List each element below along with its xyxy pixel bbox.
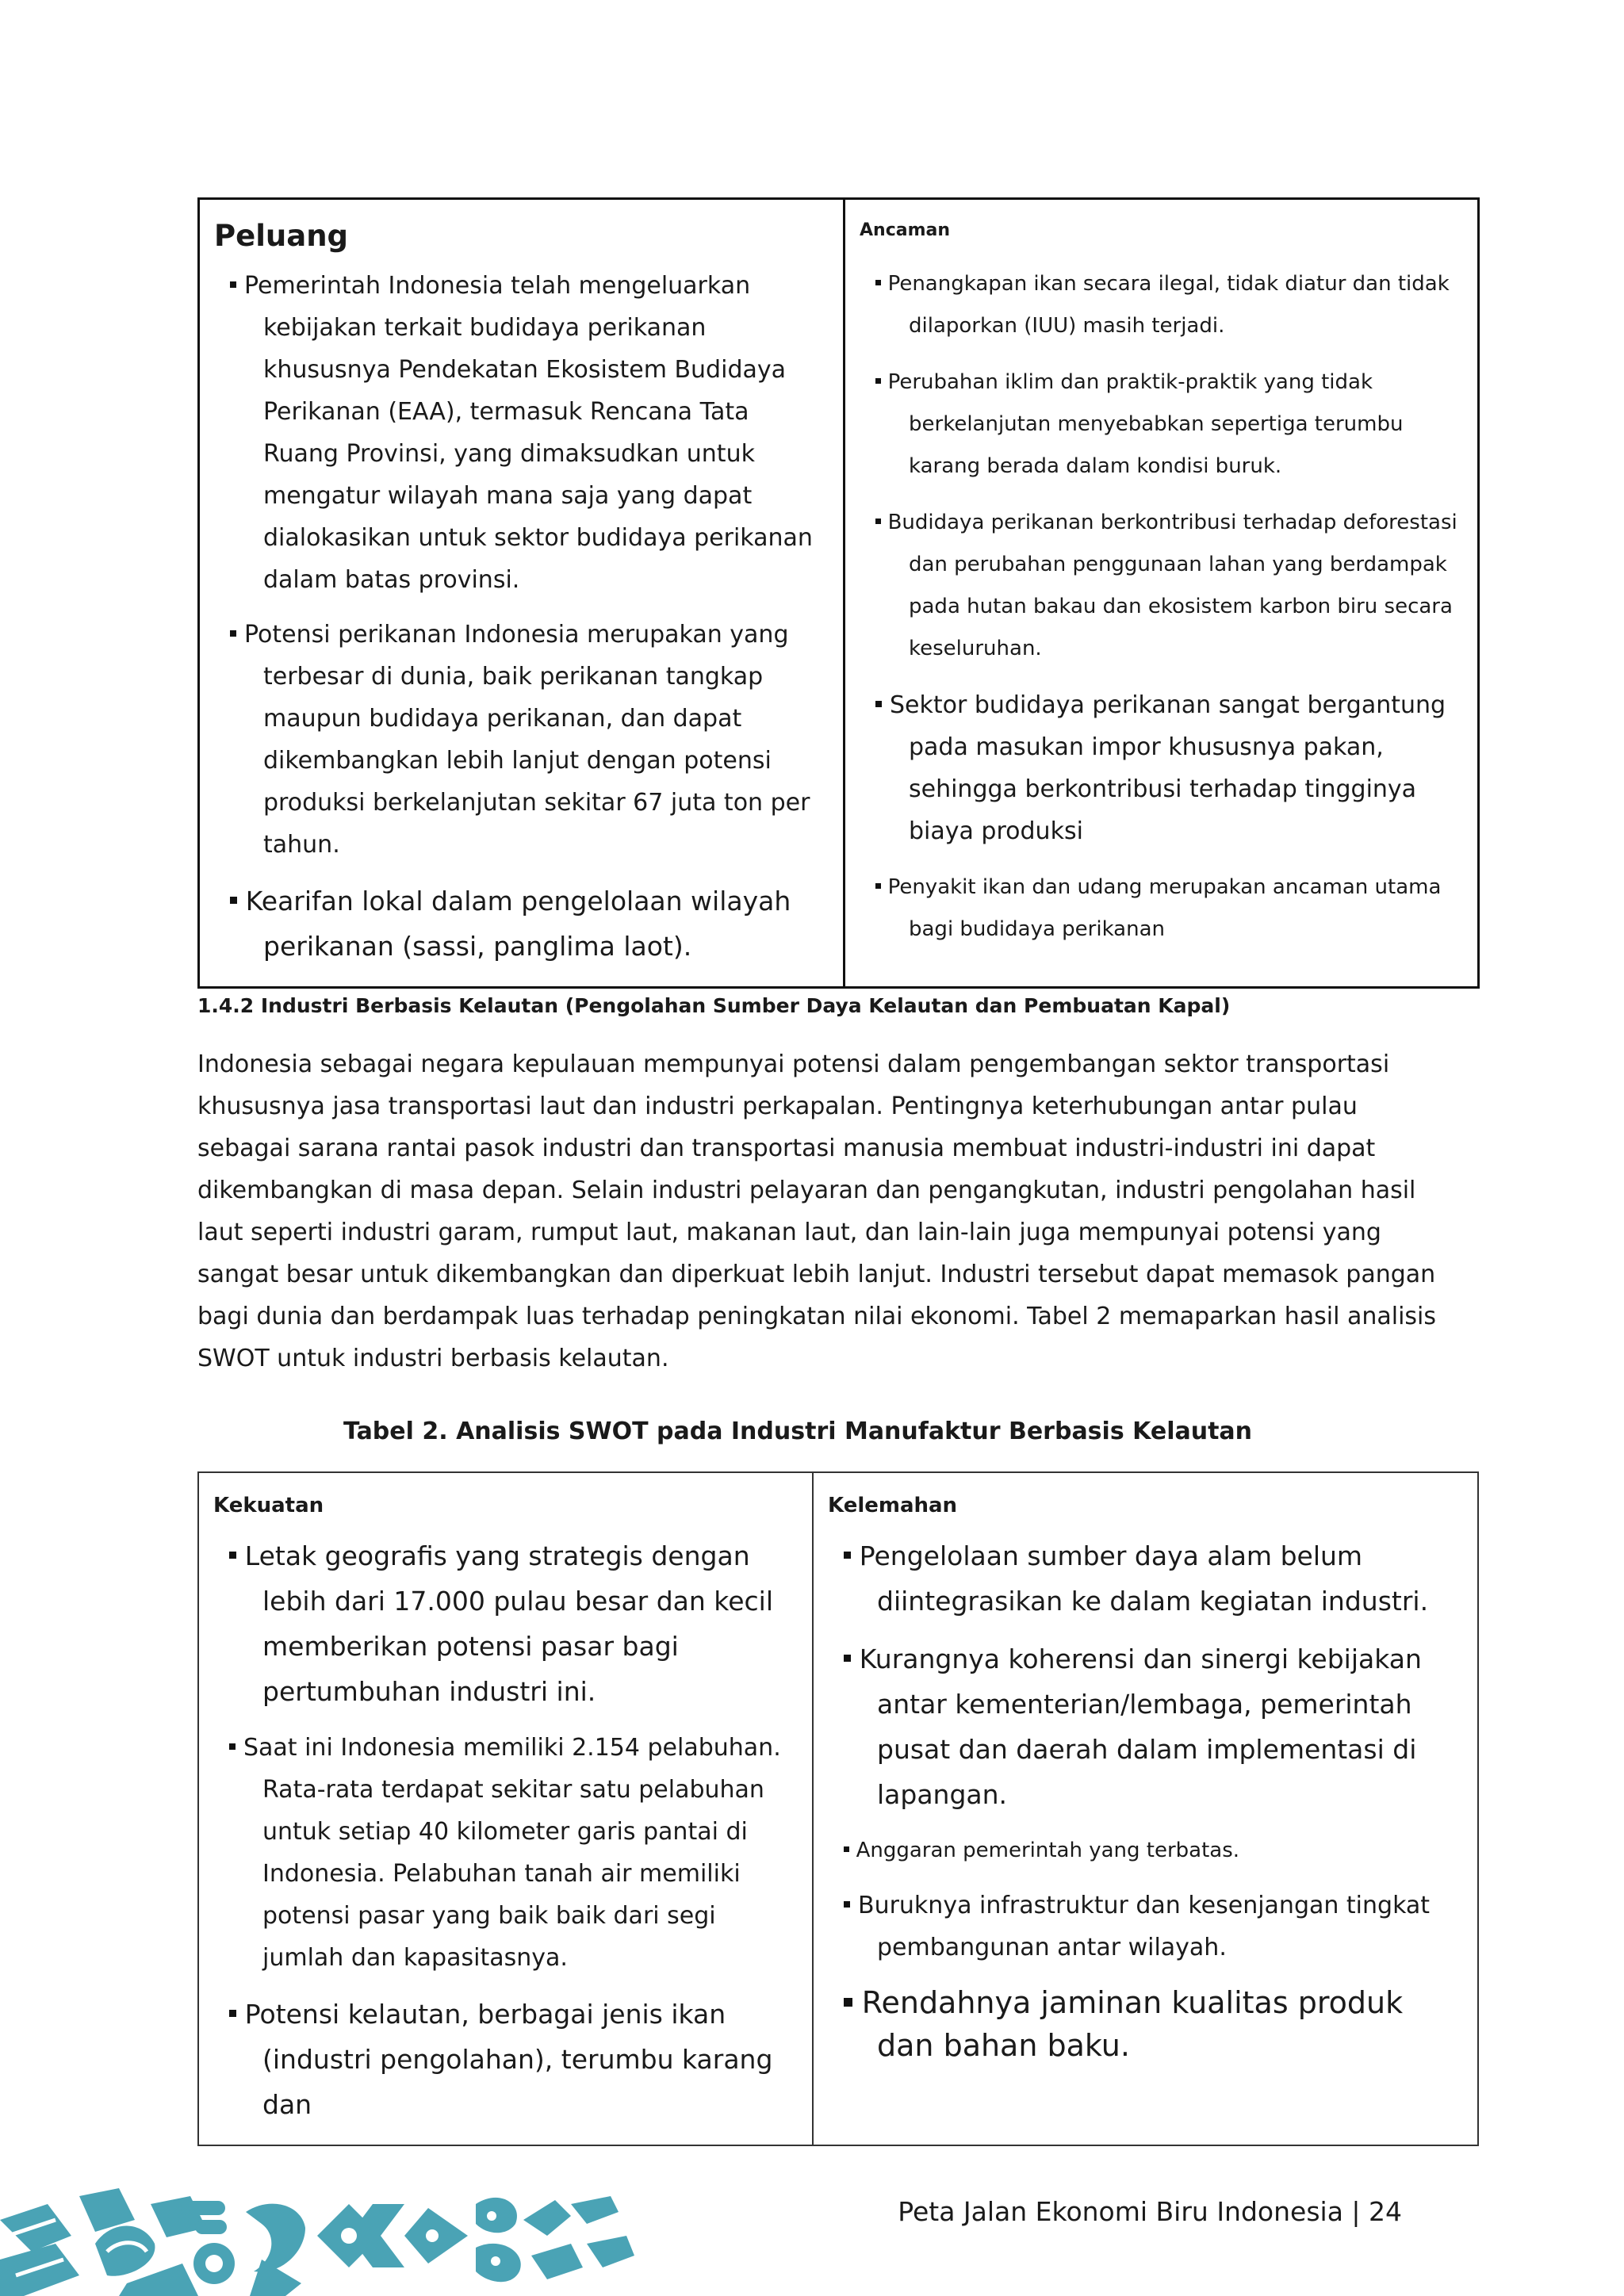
list-item: Pemerintah Indonesia telah mengeluarkan kebijakan terkait budidaya perikanan khususnya Pendekatan Ekosistem Budidaya Perikanan (EAA), termasuk Rencana Tata Ruang Provinsi, yang dimaksudkan untuk mengatur wilayah mana saja yang dapat dialokasikan untuk sektor budidaya perikanan dalam batas provinsi.	[214, 265, 829, 601]
strengths-cell	[198, 1472, 813, 2145]
threats-list	[860, 263, 1463, 951]
strengths-title: Kekuatan	[213, 1494, 324, 1517]
swot-table-strengths-weaknesses	[197, 1471, 1479, 2146]
list-item: Potensi perikanan Indonesia merupakan yang terbesar di dunia, baik perikanan tangkap maupun budidaya perikanan, dan dapat dikembangkan lebih lanjut dengan potensi produksi berkelanjutan sekitar 67 juta ton per tahun.	[214, 614, 829, 866]
table-caption: Tabel 2. Analisis SWOT pada Industri Manufaktur Berbasis Kelautan	[343, 1418, 1253, 1445]
opportunities-list	[214, 265, 829, 969]
section-paragraph: Indonesia sebagai negara kepulauan mempunyai potensi dalam pengembangan sektor transportasi khususnya jasa transportasi laut dan industri perkapalan. Pentingnya keterhubungan antar pulau sebagai sarana rantai pasok industri dan transportasi manusia membuat industri-industri ini dapat dikembangkan di masa depan. Selain industri pelayaran dan pengangkutan, industri pengolahan hasil laut seperti industri garam, rumput laut, makanan laut, dan lain-lain juga mempunyai potensi yang sangat besar untuk dikembangkan dan diperkuat lebih lanjut. Industri tersebut dapat memasok pangan bagi dunia dan berdampak luas terhadap peningkatan nilai ekonomi. Tabel 2 memaparkan hasil analisis SWOT untuk industri berbasis kelautan.	[197, 1050, 1436, 1372]
list-item: Kearifan lokal dalam pengelolaan wilayah perikanan (sassi, panglima laot).	[214, 878, 829, 969]
weaknesses-cell	[813, 1472, 1478, 2145]
list-item: Sektor budidaya perikanan sangat bergantung pada masukan impor khususnya pakan, sehingga berkontribusi terhadap tingginya biaya produksi	[860, 684, 1463, 852]
strengths-list	[213, 1533, 798, 2127]
list-item: Buruknya infrastruktur dan kesenjangan tingkat pembangunan antar wilayah.	[828, 1885, 1463, 1969]
list-item: Pengelolaan sumber daya alam belum diintegrasikan ke dalam kegiatan industri.	[828, 1533, 1463, 1624]
list-item: Perubahan iklim dan praktik-praktik yang tidak berkelanjutan menyebabkan sepertiga terumbu karang berada dalam kondisi buruk.	[860, 362, 1463, 488]
list-item: Kurangnya koherensi dan sinergi kebijakan antar kementerian/lembaga, pemerintah pusat dan daerah dalam implementasi di lapangan.	[828, 1636, 1463, 1817]
weaknesses-list	[828, 1533, 1463, 2067]
weaknesses-title: Kelemahan	[828, 1494, 958, 1517]
list-item: Penyakit ikan dan udang merupakan ancaman utama bagi budidaya perikanan	[860, 867, 1463, 951]
threats-cell	[845, 199, 1479, 988]
list-item: Penangkapan ikan secara ilegal, tidak diatur dan tidak dilaporkan (IUU) masih terjadi.	[860, 263, 1463, 347]
threats-title: Ancaman	[860, 220, 951, 240]
list-item: Budidaya perikanan berkontribusi terhadap deforestasi dan perubahan penggunaan lahan yang berdampak pada hutan bakau dan ekosistem karbon biru secara keseluruhan.	[860, 502, 1463, 670]
page-footer: Peta Jalan Ekonomi Biru Indonesia | 24	[898, 2196, 1402, 2227]
list-item: Potensi kelautan, berbagai jenis ikan (industri pengolahan), terumbu karang dan	[213, 1992, 798, 2127]
list-item: Saat ini Indonesia memiliki 2.154 pelabuhan. Rata-rata terdapat sekitar satu pelabuhan untuk setiap 40 kilometer garis pantai di Indonesia. Pelabuhan tanah air memiliki potensi pasar yang baik baik dari segi jumlah dan kapasitasnya.	[213, 1727, 798, 1979]
opportunities-cell	[199, 199, 845, 988]
opportunities-title: Peluang	[214, 219, 349, 253]
batik-ornament-graphic	[0, 2188, 634, 2296]
swot-table-opportunities-threats	[197, 197, 1480, 989]
list-item: Rendahnya jaminan kualitas produk dan bahan baku.	[828, 1981, 1463, 2067]
list-item: Anggaran pemerintah yang terbatas.	[828, 1830, 1463, 1872]
list-item: Letak geografis yang strategis dengan lebih dari 17.000 pulau besar dan kecil memberikan potensi pasar bagi pertumbuhan industri ini.	[213, 1533, 798, 1714]
section-heading: 1.4.2 Industri Berbasis Kelautan (Pengolahan Sumber Daya Kelautan dan Pembuatan Kapal)	[197, 994, 1231, 1017]
